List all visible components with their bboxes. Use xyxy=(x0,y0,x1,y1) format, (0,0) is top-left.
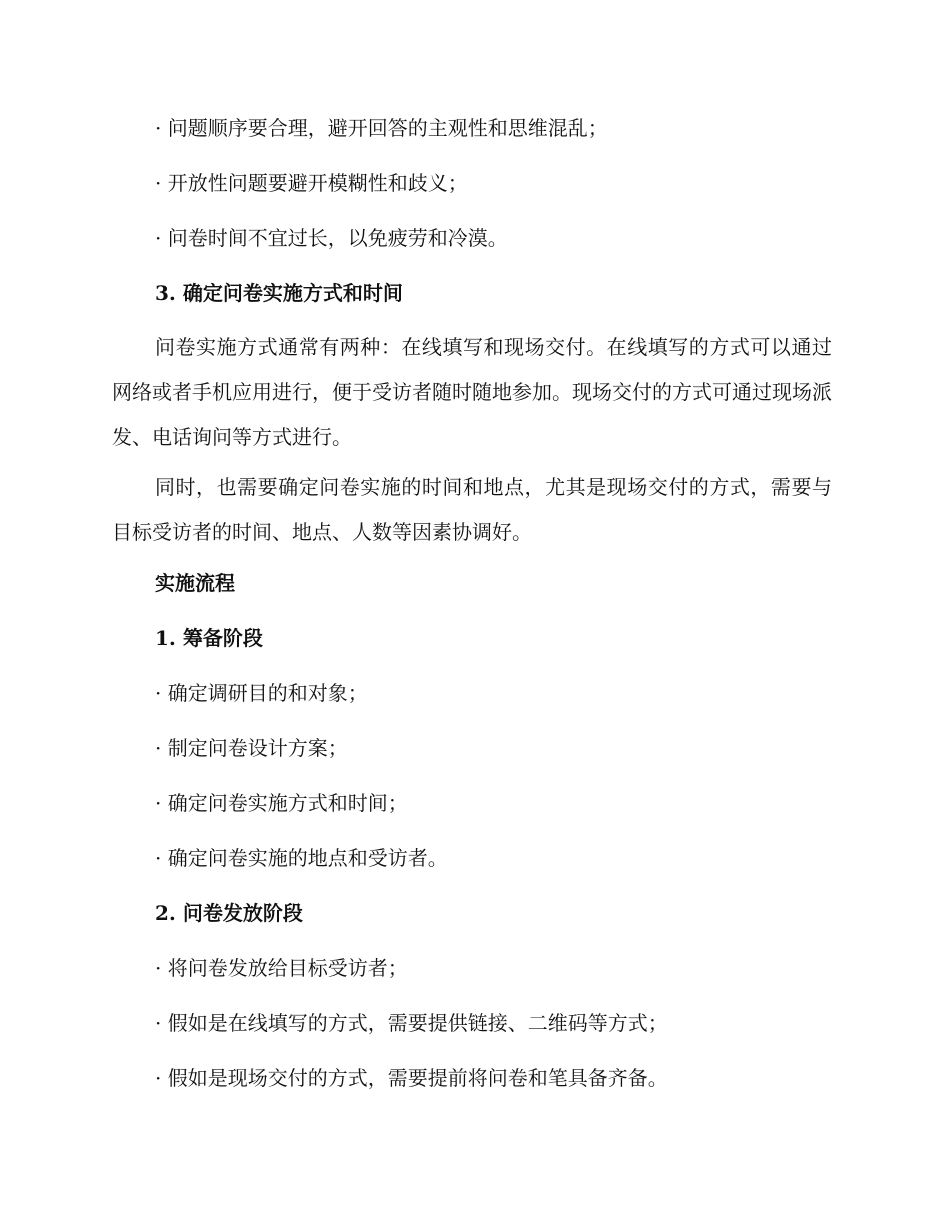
bullet-stage1-item-1: · 确定调研目的和对象； xyxy=(155,681,368,705)
bullet-stage1-item-4: · 确定问卷实施的地点和受访者。 xyxy=(155,846,448,870)
section-heading-stage2: 2. 问卷发放阶段 xyxy=(155,901,303,925)
paragraph-implementation-methods: 问卷实施方式通常有两种：在线填写和现场交付。在线填写的方式可以通过网络或者手机应用进行，便于受访者随时随地参加。现场交付的方式可通过现场派发、电话询问等方式进行。 xyxy=(112,335,832,449)
bullet-open-questions: · 开放性问题要避开模糊性和歧义； xyxy=(155,171,468,195)
section-heading-step3: 3. 确定问卷实施方式和时间 xyxy=(155,281,403,305)
bullet-question-order: · 问题顺序要合理，避开回答的主观性和思维混乱； xyxy=(155,116,608,140)
bullet-stage2-item-1: · 将问卷发放给目标受访者； xyxy=(155,956,408,980)
bullet-stage2-item-2: · 假如是在线填写的方式，需要提供链接、二维码等方式； xyxy=(155,1011,668,1035)
bullet-stage2-item-3: · 假如是现场交付的方式，需要提前将问卷和笔具备齐备。 xyxy=(155,1066,668,1090)
section-heading-process: 实施流程 xyxy=(155,571,235,595)
paragraph-time-and-place: 同时，也需要确定问卷实施的时间和地点，尤其是现场交付的方式，需要与目标受访者的时间、地点、人数等因素协调好。 xyxy=(112,475,832,544)
bullet-survey-duration: · 问卷时间不宜过长，以免疲劳和冷漠。 xyxy=(155,226,508,250)
bullet-stage1-item-3: · 确定问卷实施方式和时间； xyxy=(155,791,408,815)
bullet-stage1-item-2: · 制定问卷设计方案； xyxy=(155,736,348,760)
section-heading-stage1: 1. 筹备阶段 xyxy=(155,626,263,650)
